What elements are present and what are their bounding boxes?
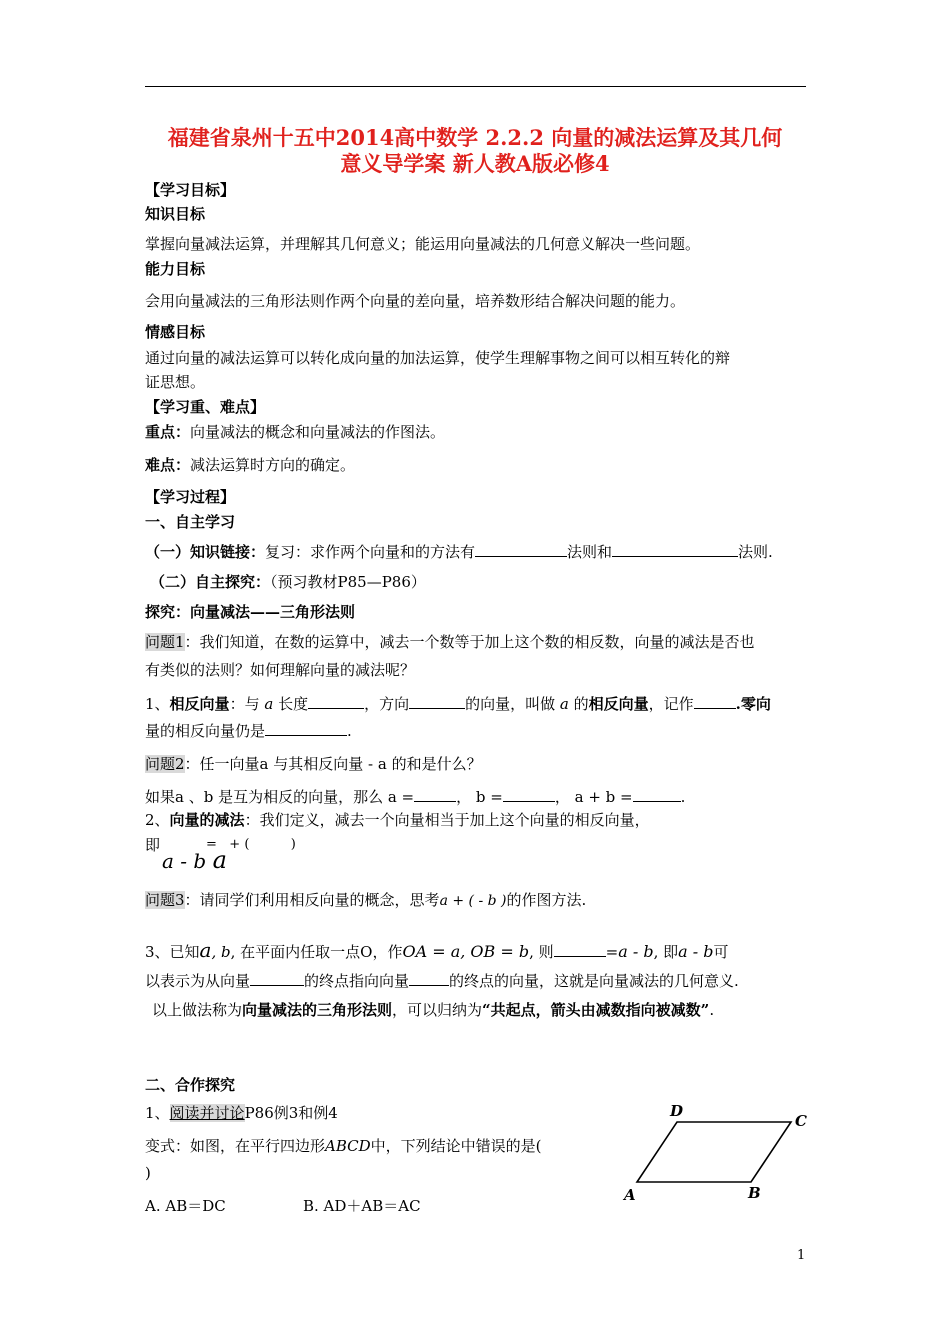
- explore-text: （预习教材P85—P86）: [270, 573, 426, 591]
- p3-r: “共起点，箭头由减数指向被减数”: [482, 1001, 710, 1019]
- p3-c: , b: [211, 943, 231, 961]
- page-number: 1: [797, 1248, 806, 1263]
- variant-b: ABCD: [325, 1137, 371, 1155]
- p3-f: , 则: [529, 943, 554, 961]
- explore-label: （二）自主探究：: [150, 573, 271, 591]
- variant-c: 中，下列结论中错误的是(: [370, 1137, 542, 1155]
- question2-text: ：任一向量a 与其相反向量 - a 的和是什么？: [184, 755, 482, 773]
- emotion-text-2: 证思想。: [145, 373, 206, 391]
- blank: [503, 786, 555, 802]
- p3-m: 的终点指向向量: [304, 972, 410, 990]
- if-c: ， a + b =: [554, 788, 633, 806]
- subtraction-formula-line: [145, 835, 296, 855]
- opposite-vector-line1: 1、相反向量：与 a 长度 ，方向 的向量，叫做 a 的相反向量，记作 .零向: [145, 695, 771, 713]
- coop-item1: [145, 1103, 338, 1123]
- p3-s: .: [709, 1001, 715, 1019]
- question1-line1: [145, 632, 755, 652]
- blank: [265, 720, 347, 736]
- blank: [554, 941, 606, 957]
- emotion-title: 情感目标: [145, 323, 206, 341]
- vertex-label-c: C: [795, 1112, 807, 1130]
- blank: [694, 693, 736, 709]
- p3-a: 3、已知: [145, 943, 200, 961]
- parallelogram-figure: [615, 1098, 815, 1208]
- question3-expr: a + ( - b ): [439, 893, 507, 909]
- p1-e: ，方向: [364, 695, 410, 713]
- blank: [414, 786, 456, 802]
- blank: [612, 541, 738, 557]
- coop-item1-link: 阅读并讨论: [169, 1104, 245, 1122]
- p1-h: 相反向量: [588, 695, 649, 713]
- p1-i: ，记作: [648, 695, 694, 713]
- if-d: .: [680, 788, 686, 806]
- coop-item1-num: 1、: [145, 1104, 170, 1122]
- p1-k: 量的相反向量仍是: [145, 722, 266, 740]
- p3-b: a: [199, 938, 212, 962]
- p3-k: 可: [713, 943, 729, 961]
- question1-text-a: ：我们知道，在数的运算中，减去一个数等于加上这个数的相反数，向量的减法是否也: [184, 633, 755, 651]
- question3-text-b: 的作图方法.: [506, 891, 587, 909]
- question1-label: 问题1: [145, 633, 185, 651]
- top-rule: [145, 86, 806, 87]
- key-point-line: [145, 422, 445, 442]
- ability-title: 能力目标: [145, 260, 206, 278]
- p3-g: =: [605, 943, 619, 961]
- variant-line1: [145, 1136, 542, 1156]
- triangle-rule-line: [152, 1000, 714, 1020]
- section1-title: 一、自主学习: [145, 513, 236, 531]
- option-b: B. AD＋AB＝AC: [303, 1197, 421, 1215]
- p1-d: 长度: [278, 695, 309, 713]
- p3-d: , 在平面内任取一点O，作: [230, 943, 403, 961]
- vertex-label-d: D: [670, 1102, 684, 1120]
- blank: [409, 970, 449, 986]
- p3-n: 的终点的向量，这就是向量减法的几何意义.: [449, 972, 739, 990]
- variant-a: 变式：如图，在平行四边形: [145, 1137, 326, 1155]
- question3-label: 问题3: [145, 891, 185, 909]
- blank: [250, 970, 304, 986]
- knowledge-text: 掌握向量减法运算，并理解其几何意义；能运用向量减法的几何意义解决一些问题。: [145, 235, 701, 253]
- option-a: A. AB＝DC: [145, 1197, 226, 1215]
- parallelogram-shape: [637, 1122, 791, 1182]
- blank: [633, 786, 681, 802]
- geometric-meaning-line1: [145, 940, 729, 962]
- p2-term: 向量的减法: [169, 811, 245, 829]
- section2-title: 二、合作探究: [145, 1076, 236, 1094]
- doc-title-line2: 意义导学案 新人教A版必修4: [340, 151, 610, 176]
- p2-text: ：我们定义，减去一个向量相当于加上这个向量的相反向量，: [244, 811, 650, 829]
- p2-a: a: [212, 846, 227, 874]
- if-b: ， b =: [456, 788, 503, 806]
- p1-f: 的向量，叫做: [465, 695, 556, 713]
- p1-num: 1、: [145, 695, 170, 713]
- p3-l: 以表示为从向量: [145, 972, 251, 990]
- p3-p: 向量减法的三角形法则: [242, 1001, 393, 1019]
- key-text: 向量减法的概念和向量减法的作图法。: [190, 423, 446, 441]
- question3-line: [145, 890, 586, 911]
- question3-text-a: ：请同学们利用相反向量的概念，思考: [184, 891, 440, 909]
- p2-ji: 即: [145, 836, 161, 854]
- link-text-b: 法则和: [567, 543, 613, 561]
- p1-term: 相反向量: [169, 695, 230, 713]
- vertex-label-a: A: [624, 1186, 636, 1204]
- formula-a-minus-b: [162, 846, 227, 874]
- key-label: 重点：: [145, 423, 191, 441]
- blank: [409, 693, 465, 709]
- link-text-a: 复习：求作两个向量和的方法有: [265, 543, 476, 561]
- p3-q: ，可以归纳为: [392, 1001, 483, 1019]
- emotion-text-1: 通过向量的减法运算可以转化成向量的加法运算，使学生理解事物之间可以相互转化的辩: [145, 349, 731, 367]
- variant-line2: ): [145, 1164, 151, 1182]
- question2-label: 问题2: [145, 755, 185, 773]
- p3-o: 以上做法称为: [152, 1001, 243, 1019]
- p1-c: ：与: [229, 695, 260, 713]
- p1-l: .: [347, 722, 352, 740]
- blank: [308, 693, 364, 709]
- link-label: （一）知识链接：: [145, 543, 266, 561]
- p3-e: OA = a, OB = b: [402, 942, 530, 961]
- p3-j: a - b: [678, 942, 714, 961]
- if-opposite-line: [145, 786, 685, 807]
- ability-text: 会用向量减法的三角形法则作两个向量的差向量，培养数形结合解决问题的能力。: [145, 292, 686, 310]
- subtraction-def-line: [145, 810, 650, 830]
- difficulty-line: [145, 455, 355, 475]
- if-a: 如果a 、b 是互为相反的向量，那么 a =: [145, 788, 415, 806]
- keypoints-header: 【学习重、难点】: [145, 398, 266, 416]
- blank: [475, 541, 567, 557]
- objectives-header: 【学习目标】: [145, 181, 236, 199]
- p3-i: , 即: [653, 943, 679, 961]
- topic-title: 探究：向量减法——三角形法则: [145, 603, 356, 621]
- p2-a-minus-b: a - b: [162, 849, 207, 873]
- p2-eq: = + ( ): [206, 837, 296, 852]
- knowledge-title: 知识目标: [145, 205, 206, 223]
- knowledge-link-line: [145, 541, 773, 562]
- p1-j: .零向: [735, 695, 771, 713]
- difficulty-text: 减法运算时方向的确定。: [190, 456, 356, 474]
- explore-line: [150, 572, 426, 592]
- p2-num: 2、: [145, 811, 170, 829]
- question1-line2: 有类似的法则？如何理解向量的减法呢？: [145, 661, 416, 679]
- opposite-vector-line2: [145, 720, 352, 741]
- difficulty-label: 难点：: [145, 456, 191, 474]
- p3-h: a - b: [618, 942, 654, 961]
- coop-item1-text: P86例3和例4: [244, 1104, 338, 1122]
- link-text-c: 法则.: [738, 543, 773, 561]
- vertex-label-b: B: [748, 1184, 761, 1202]
- geometric-meaning-line2: [145, 970, 739, 991]
- question2-line: [145, 754, 482, 774]
- process-header: 【学习过程】: [145, 488, 236, 506]
- p1-g: 的: [573, 695, 589, 713]
- doc-title-line1: 福建省泉州十五中2014高中数学 2.2.2 向量的减法运算及其几何: [167, 125, 783, 150]
